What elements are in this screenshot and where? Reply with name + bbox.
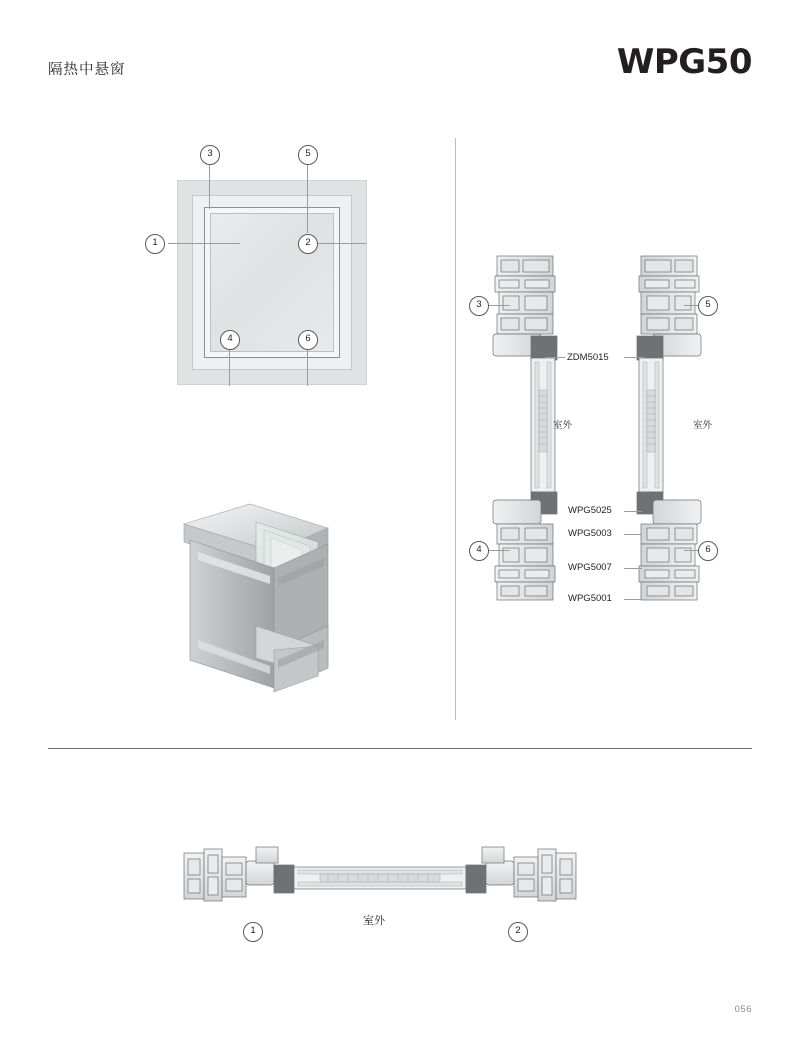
part-label-zdm5015: ZDM5015 [567, 352, 609, 363]
page-title: 隔热中悬窗 [48, 62, 126, 78]
callout-section-4: 4 [469, 541, 489, 561]
leader-line-4 [229, 348, 230, 386]
callout-section-6: 6 [698, 541, 718, 561]
part-label-wpg5007: WPG5007 [568, 562, 612, 573]
leader-line-2 [316, 243, 366, 244]
part-label-wpg5003: WPG5003 [568, 528, 612, 539]
window-elevation-drawing [177, 180, 367, 385]
part-label-wpg5001: WPG5001 [568, 593, 612, 604]
series-code: WPG50 [616, 42, 752, 82]
leader-wpg5025 [624, 511, 642, 512]
leader-line-6 [307, 348, 308, 386]
callout-5: 5 [298, 145, 318, 165]
vertical-divider [455, 138, 456, 720]
leader-section-3 [488, 305, 510, 306]
elevation-outer-frame [192, 195, 352, 370]
outdoor-label-left: 室外 [553, 420, 573, 431]
leader-section-4 [488, 550, 510, 551]
callout-section-3: 3 [469, 296, 489, 316]
leader-line-3 [209, 163, 210, 209]
leader-wpg5007 [624, 568, 642, 569]
corner-3d-render [178, 500, 338, 715]
callout-bottom-1: 1 [243, 922, 263, 942]
callout-1: 1 [145, 234, 165, 254]
bottom-horizontal-section [180, 845, 580, 907]
leader-line-1 [168, 243, 240, 244]
callout-3: 3 [200, 145, 220, 165]
callout-section-5: 5 [698, 296, 718, 316]
leader-line-5 [307, 163, 308, 233]
leader-zdm5015-left [545, 357, 565, 358]
outdoor-label-bottom: 室外 [363, 915, 385, 927]
part-label-wpg5025: WPG5025 [568, 505, 612, 516]
outdoor-label-right: 室外 [693, 420, 713, 431]
page-header [48, 42, 752, 96]
leader-zdm5015-right [624, 357, 644, 358]
leader-wpg5001 [624, 599, 642, 600]
callout-bottom-2: 2 [508, 922, 528, 942]
callout-4: 4 [220, 330, 240, 350]
callout-2: 2 [298, 234, 318, 254]
callout-6: 6 [298, 330, 318, 350]
leader-wpg5003 [624, 534, 642, 535]
page-number: 056 [734, 1004, 752, 1015]
horizontal-divider [48, 748, 752, 749]
